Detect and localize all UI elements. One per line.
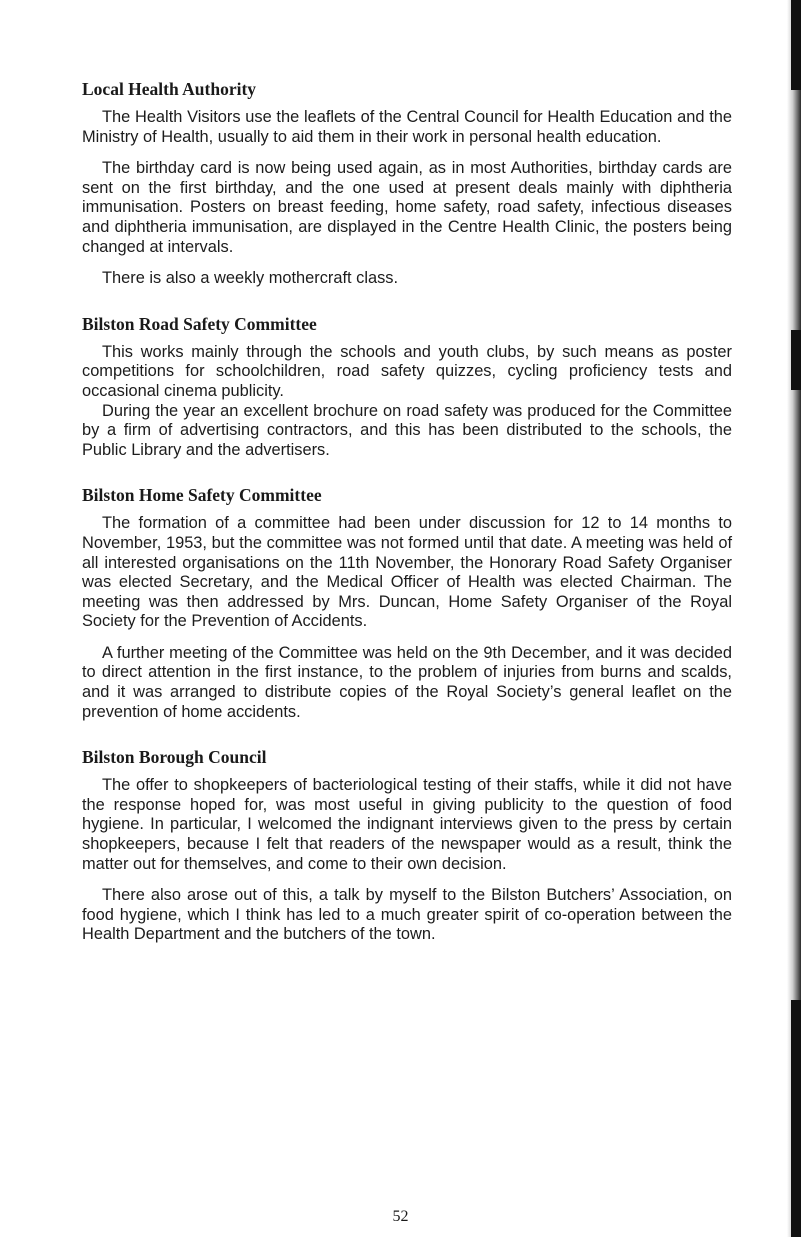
section-borough-council: [82, 746, 732, 945]
document-page: [82, 78, 732, 945]
section-heading: Bilston Borough Council: [82, 747, 267, 768]
page-number: 52: [392, 1208, 409, 1225]
paragraph: The offer to shopkeepers of bacteriological testing of their staffs, while it did not have the response hoped for, was most useful in giving publicity to the question of food hygiene. In particular, I welcomed the indignant interviews given to the press by certain shopkeepers, because I felt that readers of the newspaper would as a result, think the matter out for themselves, and come to their own decision.: [82, 776, 732, 873]
section-home-safety-committee: [82, 484, 732, 722]
paragraph: This works mainly through the schools and youth clubs, by such means as poster competitions for schoolchildren, road safety quizzes, cycling proficiency tests and occasional cinema publicity.: [82, 342, 732, 400]
paragraph: The birthday card is now being used again, as in most Authorities, birthday cards are sent on the first birthday, and the one used at present deals mainly with diphtheria immunisation. Posters on breast feeding, home safety, road safety, infectious diseases and diphtheria immunisation, are displayed in the Centre Health Clinic, the posters being changed at intervals.: [82, 159, 732, 256]
section-heading: Local Health Authority: [82, 79, 257, 99]
paragraph: The Health Visitors use the leaflets of the Central Council for Health Education and the Ministry of Health, usually to aid them in their work in personal health education.: [82, 108, 732, 146]
section-heading: Bilston Road Safety Committee: [82, 313, 317, 334]
paragraph: The formation of a committee had been under discussion for 12 to 14 months to November, 1953, but the committee was not formed until that date. A meeting was held of all interested organisations on the 11th November, the Honorary Road Safety Organiser was elected Secretary, and the Medical Officer of Health was elected Chairman. The meeting was then addressed by Mrs. Duncan, Home Safety Organiser of the Royal Society for the Prevention of Accidents.: [82, 514, 732, 631]
paragraph: During the year an excellent brochure on road safety was produced for the Committee by a firm of advertising contractors, and this has been distributed to the schools, the Public Library and the advertisers.: [82, 401, 732, 459]
section-local-health-authority: [82, 78, 732, 289]
page-edge-mark: [791, 0, 801, 90]
section-heading: Bilston Home Safety Committee: [82, 485, 322, 506]
page-edge-mark: [791, 1000, 801, 1237]
page-edge-mark: [791, 330, 801, 390]
paragraph: There also arose out of this, a talk by myself to the Bilston Butchers’ Association, on food hygiene, which I think has led to a much greater spirit of co-operation between the Health Department and the butchers of the town.: [82, 886, 732, 944]
section-road-safety-committee: [82, 313, 732, 461]
paragraph: A further meeting of the Committee was held on the 9th December, and it was decided to direct attention in the first instance, to the problem of injuries from burns and scalds, and it was arranged to distribute copies of the Royal Society’s general leaflet on the prevention of home accidents.: [82, 643, 732, 721]
paragraph: There is also a weekly mothercraft class.: [102, 269, 399, 288]
